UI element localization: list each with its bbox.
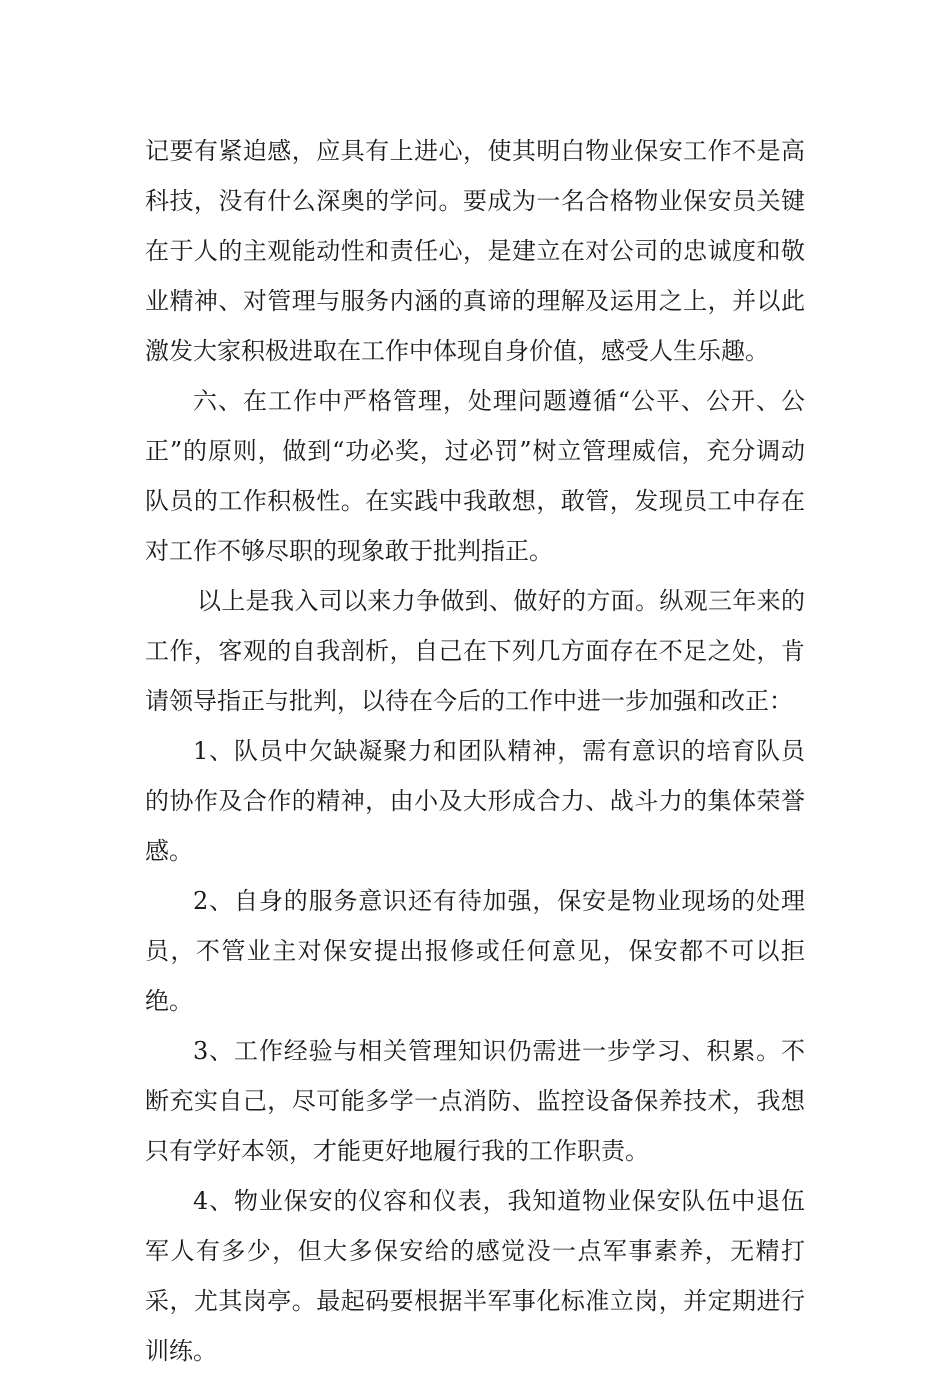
paragraph-continuation: 记要有紧迫感，应具有上进心，使其明白物业保安工作不是高科技，没有什么深奥的学问。要成为一名合格物业保安员关键在于人的主观能动性和责任心，是建立在对公司的忠诚度和敬业精神、对管理与服务内涵的真谛的理解及运用之上，并以此激发大家积极进取在工作中体现自身价值，感受人生乐趣。	[145, 137, 805, 365]
document-body	[145, 126, 805, 1376]
paragraph-section-six: 六、在工作中严格管理，处理问题遵循“公平、公开、公正”的原则，做到“功必奖，过必罚”树立管理威信，充分调动队员的工作积极性。在实践中我敢想，敢管，发现员工中存在对工作不够尽职的现象敢于批判指正。	[145, 387, 805, 565]
paragraph-item-1: 1、队员中欠缺凝聚力和团队精神，需有意识的培育队员的协作及合作的精神，由小及大形成合力、战斗力的集体荣誉感。	[145, 737, 805, 865]
paragraph-item-2: 2、自身的服务意识还有待加强，保安是物业现场的处理员，不管业主对保安提出报修或任何意见，保安都不可以拒绝。	[145, 887, 805, 1015]
paragraph-summary: 以上是我入司以来力争做到、做好的方面。纵观三年来的工作，客观的自我剖析，自己在下列几方面存在不足之处，肯请领导指正与批判，以待在今后的工作中进一步加强和改正：	[145, 587, 805, 715]
paragraph-item-4: 4、物业保安的仪容和仪表，我知道物业保安队伍中退伍军人有多少，但大多保安给的感觉没一点军事素养，无精打采，尤其岗亭。最起码要根据半军事化标准立岗，并定期进行训练。	[145, 1187, 805, 1365]
paragraph-item-3: 3、工作经验与相关管理知识仍需进一步学习、积累。不断充实自己，尽可能多学一点消防、监控设备保养技术，我想只有学好本领，才能更好地履行我的工作职责。	[145, 1037, 805, 1165]
